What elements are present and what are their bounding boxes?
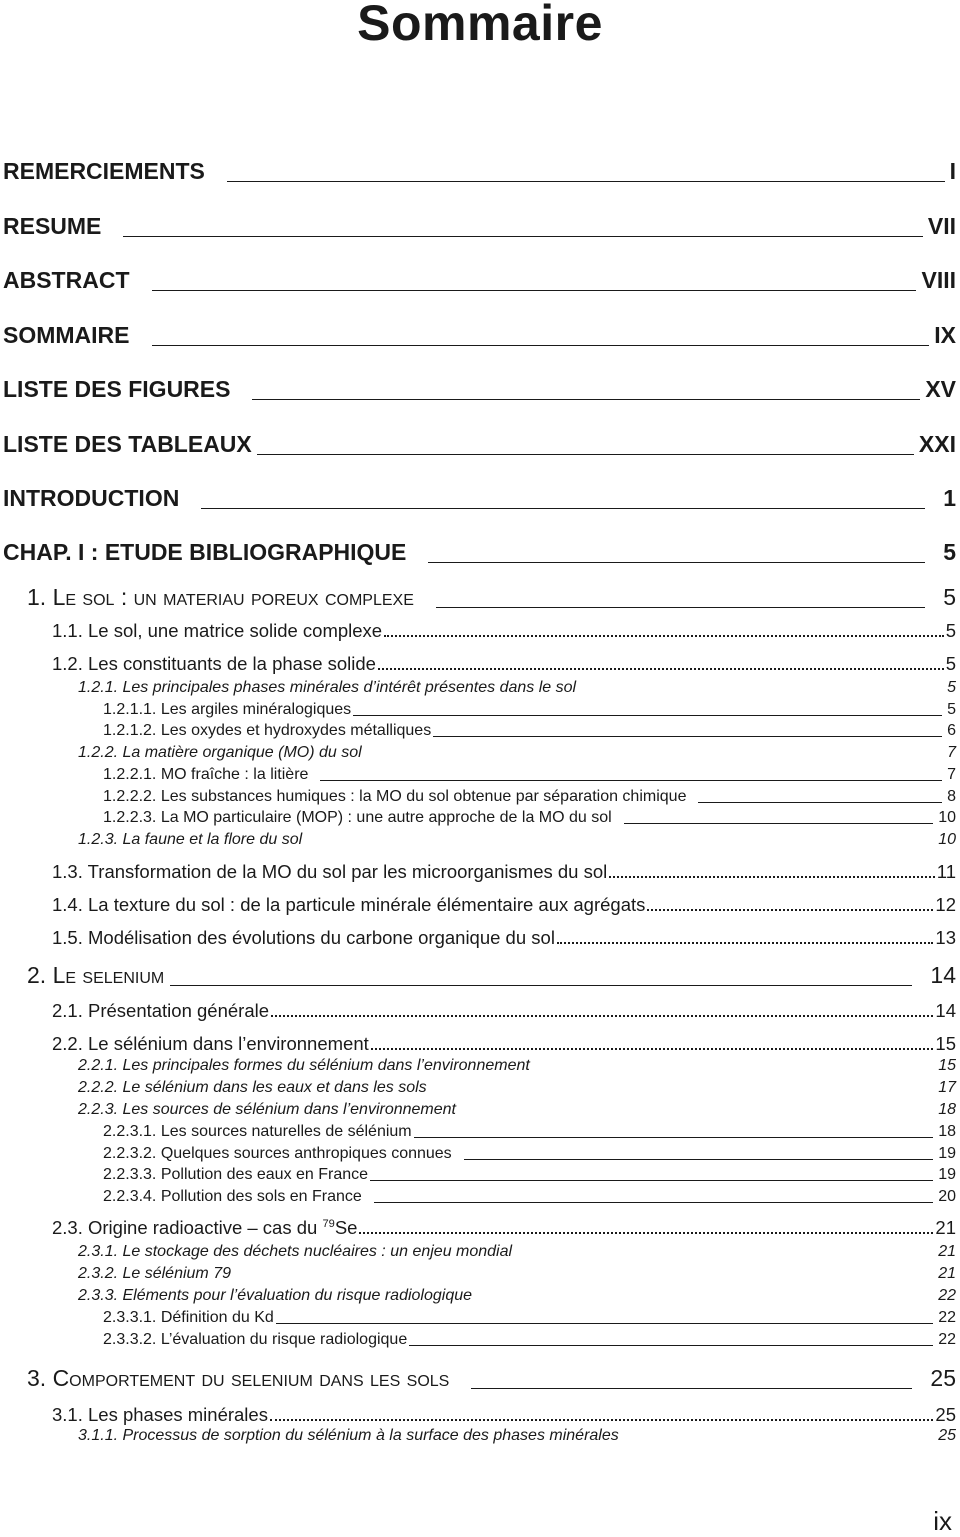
toc-entry[interactable] <box>52 927 956 949</box>
toc-entry-page: 15 <box>938 1057 956 1074</box>
toc-entry-title-suffix: Se <box>334 1217 358 1238</box>
toc-entry-title: 1. Le sol : un materiau poreux complexe <box>27 584 414 610</box>
toc-entry-page: 11 <box>936 861 956 882</box>
toc-entry[interactable] <box>103 1331 956 1349</box>
toc-entry-page: 5 <box>947 701 956 718</box>
toc-entry-page: XV <box>925 376 956 402</box>
toc-entry[interactable] <box>78 679 956 697</box>
toc-entry-page: 22 <box>938 1309 956 1326</box>
toc-entry[interactable] <box>103 701 956 719</box>
toc-entry-page: 14 <box>930 962 956 988</box>
toc-entry[interactable] <box>3 213 956 240</box>
leader-line <box>698 802 942 803</box>
toc-entry[interactable] <box>78 1101 956 1119</box>
toc-entry[interactable] <box>103 1145 956 1163</box>
toc-entry-title: LISTE DES FIGURES <box>3 376 231 402</box>
toc-entry-title: 2.2.3. Les sources de sélénium dans l’environnement <box>78 1101 456 1118</box>
toc-entry[interactable] <box>52 620 956 642</box>
leader-line <box>428 562 925 563</box>
toc-entry[interactable] <box>27 584 956 611</box>
toc-entry-page: 19 <box>938 1145 956 1162</box>
toc-entry[interactable] <box>103 1188 956 1206</box>
leader-line <box>464 1159 934 1160</box>
toc-entry-title: 1.1. Le sol, une matrice solide complexe <box>52 620 383 641</box>
toc-entry[interactable] <box>3 431 956 458</box>
leader-line <box>414 1137 934 1138</box>
toc-entry[interactable] <box>52 653 956 675</box>
toc-entry-page: 6 <box>947 722 956 739</box>
toc-entry-title: 2.3.2. Le sélénium 79 <box>78 1265 231 1282</box>
leader-line <box>433 736 942 737</box>
toc-entry-page: 17 <box>938 1079 956 1096</box>
leader-line <box>471 1388 912 1389</box>
toc-entry-title: 2.2.2. Le sélénium dans les eaux et dans les sols <box>78 1079 427 1096</box>
toc-entry-title: 1.4. La texture du sol : de la particule minérale élémentaire aux agrégats <box>52 894 646 915</box>
toc-entry-page: XXI <box>918 431 956 457</box>
toc-entry-page: 25 <box>935 1404 956 1425</box>
leader-line <box>624 823 934 824</box>
toc-entry[interactable] <box>3 539 956 566</box>
leader-line <box>374 1202 933 1203</box>
toc-entry-page: 12 <box>935 894 956 915</box>
toc-entry-page: 10 <box>938 809 956 826</box>
leader-line <box>170 985 912 986</box>
page-title: Sommaire <box>357 0 603 51</box>
toc-entry-title: 1.2.2.3. La MO particulaire (MOP) : une autre approche de la MO du sol <box>103 809 612 826</box>
toc-entry-page: 7 <box>947 766 956 783</box>
toc-entry-page: 13 <box>935 927 956 948</box>
toc-entry-title: 2.3.1. Le stockage des déchets nucléaires : un enjeu mondial <box>78 1243 513 1260</box>
toc-entry[interactable] <box>78 831 956 849</box>
leader-dots <box>371 1048 934 1050</box>
toc-entry-page: VIII <box>921 267 956 293</box>
toc-entry-page: 15 <box>935 1033 956 1054</box>
toc-entry[interactable] <box>3 267 956 294</box>
toc-entry-page: 5 <box>943 584 956 610</box>
leader-line <box>409 1345 933 1346</box>
leader-dots <box>647 909 933 911</box>
toc-entry-title: 2.1. Présentation générale <box>52 1000 270 1021</box>
toc-entry-title: ABSTRACT <box>3 267 130 293</box>
toc-entry-title: REMERCIEMENTS <box>3 158 205 184</box>
toc-entry-title: LISTE DES TABLEAUX <box>3 431 252 457</box>
toc-entry[interactable] <box>78 1057 956 1075</box>
leader-line <box>227 181 945 182</box>
toc-entry-title-prefix: 2.3. Origine radioactive – cas du <box>52 1217 323 1238</box>
leader-dots <box>270 1419 933 1421</box>
toc-entry-page: 21 <box>935 1217 956 1238</box>
toc-entry-title: 1.2.1.1. Les argiles minéralogiques <box>103 701 352 718</box>
leader-line <box>276 1323 933 1324</box>
toc-entry-title: 1.5. Modélisation des évolutions du carbone organique du sol <box>52 927 555 948</box>
toc-entry[interactable] <box>3 485 956 512</box>
toc-entry-page: 20 <box>938 1188 956 1205</box>
toc-entry-page: VII <box>927 213 956 239</box>
toc-entry-title: 2.2.3.1. Les sources naturelles de sélénium <box>103 1123 412 1140</box>
toc-entry-page: 25 <box>930 1365 956 1391</box>
toc-entry[interactable] <box>78 744 956 762</box>
toc-entry-title <box>52 1217 357 1239</box>
toc-entry-title: 2.2.3.4. Pollution des sols en France <box>103 1188 362 1205</box>
toc-entry-title: 1.2.1. Les principales phases minérales d’intérêt présentes dans le sol <box>78 679 577 696</box>
toc-entry-page: 19 <box>938 1166 956 1183</box>
toc-entry-page: 10 <box>938 831 956 848</box>
toc-entry-page: 5 <box>945 653 956 674</box>
toc-entry-page: 5 <box>945 620 956 641</box>
toc-entry-title: INTRODUCTION <box>3 485 180 511</box>
toc-entry-title: 1.2.2. La matière organique (MO) du sol <box>78 744 362 761</box>
page-number: ix <box>933 1506 952 1536</box>
leader-dots <box>609 876 935 878</box>
toc-entry-title: 2.3.3.2. L’évaluation du risque radiologique <box>103 1331 408 1348</box>
leader-line <box>252 399 920 400</box>
toc-entry[interactable] <box>3 376 956 403</box>
toc-entry-title: 1.2. Les constituants de la phase solide <box>52 653 376 674</box>
toc-entry[interactable] <box>27 1365 956 1392</box>
toc-entry[interactable] <box>78 1265 956 1283</box>
leader-line <box>201 508 925 509</box>
toc-entry-page: 18 <box>938 1123 956 1140</box>
leader-line <box>152 290 917 291</box>
toc-entry[interactable] <box>3 322 956 349</box>
toc-entry-page: 21 <box>938 1243 956 1260</box>
toc-entry[interactable] <box>27 962 956 989</box>
toc-entry-page: I <box>949 158 956 184</box>
toc-entry[interactable] <box>52 1404 956 1426</box>
toc-entry[interactable] <box>103 1166 956 1184</box>
toc-entry[interactable] <box>52 1000 956 1022</box>
toc-entry[interactable] <box>103 809 956 827</box>
toc-entry-page: 14 <box>935 1000 956 1021</box>
leader-line <box>123 236 922 237</box>
toc-entry-page: 8 <box>947 788 956 805</box>
leader-dots <box>271 1015 933 1017</box>
toc-entry[interactable] <box>78 1287 956 1305</box>
leader-line <box>320 780 942 781</box>
toc-entry[interactable] <box>52 1217 956 1239</box>
leader-line <box>257 454 914 455</box>
leader-line <box>436 607 925 608</box>
leader-line <box>370 1180 933 1181</box>
toc-entry[interactable] <box>52 1033 956 1055</box>
toc-entry[interactable] <box>52 861 956 883</box>
toc-entry-title: 2.2.3.3. Pollution des eaux en France <box>103 1166 369 1183</box>
toc-entry[interactable] <box>103 1309 956 1327</box>
toc-entry-title: 3.1. Les phases minérales <box>52 1404 268 1425</box>
leader-dots <box>557 942 933 944</box>
toc-entry-title: 2.2.1. Les principales formes du sélénium dans l’environnement <box>78 1057 530 1074</box>
leader-dots <box>378 668 944 670</box>
toc-entry[interactable] <box>103 722 956 740</box>
toc-entry-title: 2.2. Le sélénium dans l’environnement <box>52 1033 369 1054</box>
toc-entry[interactable] <box>78 1243 956 1261</box>
toc-entry-title: 3.1.1. Processus de sorption du sélénium à la surface des phases minérales <box>78 1427 619 1444</box>
toc-entry[interactable] <box>52 894 956 916</box>
toc-entry-page: 5 <box>943 539 956 565</box>
toc-entry[interactable] <box>103 766 956 784</box>
leader-dots <box>359 1232 933 1234</box>
toc-entry-title: 1.2.2.1. MO fraîche : la litière <box>103 766 309 783</box>
toc-entry-title: 2.3.3. Eléments pour l’évaluation du risque radiologique <box>78 1287 473 1304</box>
toc-entry[interactable] <box>78 1427 956 1445</box>
toc-entry-page: 25 <box>938 1427 956 1444</box>
toc-entry-page: 22 <box>938 1331 956 1348</box>
toc-entry-page: 7 <box>947 744 956 761</box>
toc-entry-title: 1.2.1.2. Les oxydes et hydroxydes métalliques <box>103 722 432 739</box>
toc-entry-page: 21 <box>938 1265 956 1282</box>
toc-entry-title: 3. Comportement du selenium dans les sols <box>27 1365 450 1391</box>
isotope-superscript: 79 <box>322 1217 335 1230</box>
toc-entry-page: IX <box>934 322 956 348</box>
toc-entry[interactable] <box>3 158 956 185</box>
toc-entry-page: 18 <box>938 1101 956 1118</box>
toc-entry-title: 1.2.2.2. Les substances humiques : la MO du sol obtenue par séparation chimique <box>103 788 687 805</box>
toc-entry[interactable] <box>78 1079 956 1097</box>
toc-entry[interactable] <box>103 1123 956 1141</box>
leader-dots <box>384 635 944 637</box>
toc-entry[interactable] <box>103 788 956 806</box>
leader-line <box>353 715 942 716</box>
toc-entry-title: 2.2.3.2. Quelques sources anthropiques connues <box>103 1145 452 1162</box>
toc-entry-page: 22 <box>938 1287 956 1304</box>
toc-entry-title: 1.2.3. La faune et la flore du sol <box>78 831 303 848</box>
toc-entry-title: SOMMAIRE <box>3 322 130 348</box>
toc-entry-title: 1.3. Transformation de la MO du sol par les microorganismes du sol <box>52 861 608 882</box>
toc-entry-title: 2. Le selenium <box>27 962 165 988</box>
toc-entry-title: RESUME <box>3 213 102 239</box>
toc-entry-title: 2.3.3.1. Définition du Kd <box>103 1309 274 1326</box>
toc-entry-page: 5 <box>947 679 956 696</box>
toc-entry-page: 1 <box>943 485 956 511</box>
toc-entry-title: CHAP. I : ETUDE BIBLIOGRAPHIQUE <box>3 539 407 565</box>
leader-line <box>152 345 930 346</box>
